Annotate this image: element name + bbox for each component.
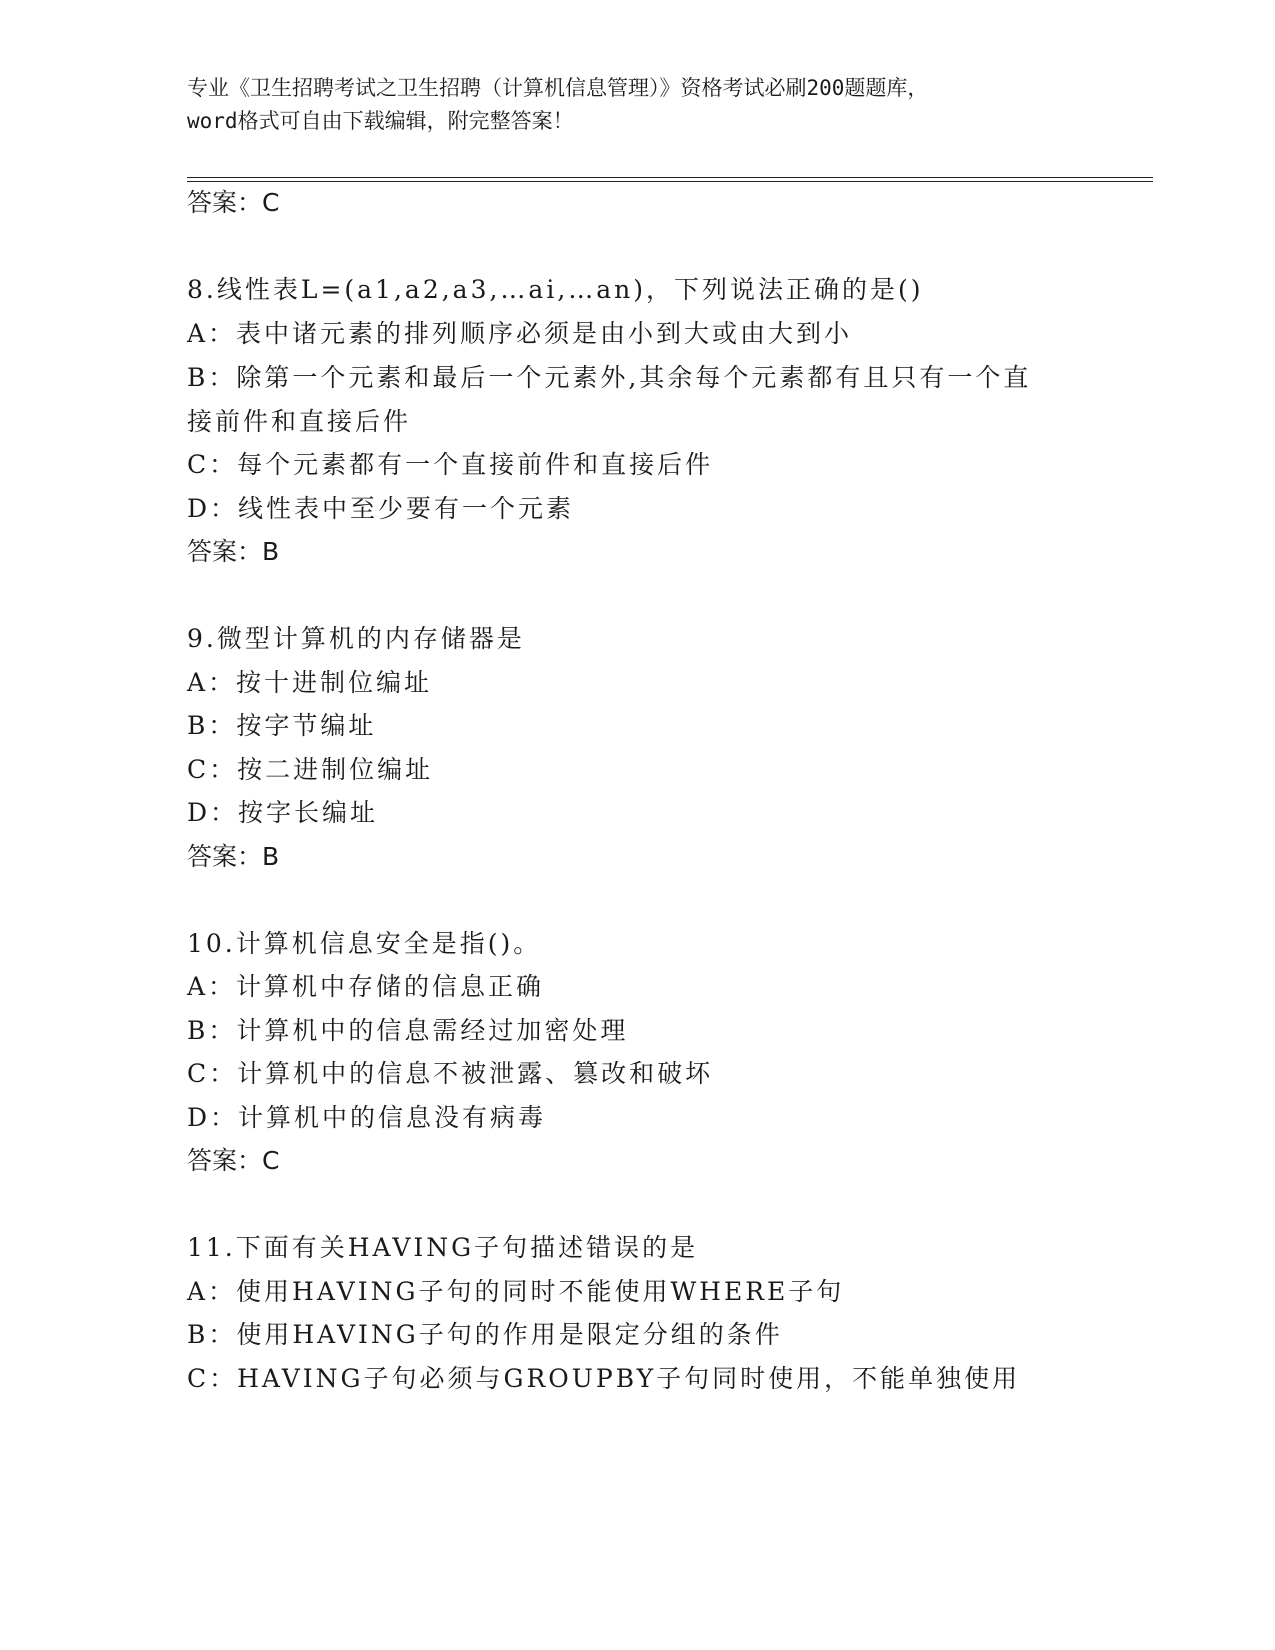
question-9-answer: 答案：B: [187, 842, 280, 871]
question-8-answer: 答案：B: [187, 537, 280, 566]
question-9-option-a: A：按十进制位编址: [187, 668, 433, 697]
question-9-option-c: C：按二进制位编址: [187, 755, 434, 784]
question-8-stem: 8.线性表L=(a1,a2,a3,…ai,…an)，下列说法正确的是(): [187, 275, 924, 304]
question-10-option-c: C：计算机中的信息不被泄露、篡改和破坏: [187, 1059, 714, 1088]
question-8-option-d: D：线性表中至少要有一个元素: [187, 494, 575, 523]
question-8-option-b-continued: 接前件和直接后件: [187, 407, 412, 436]
question-11-stem: 11.下面有关HAVING子句描述错误的是: [187, 1233, 699, 1262]
question-10-option-d: D：计算机中的信息没有病毒: [187, 1103, 547, 1132]
question-9-stem: 9.微型计算机的内存储器是: [187, 624, 525, 653]
question-8-option-b: B：除第一个元素和最后一个元素外,其余每个元素都有且只有一个直: [187, 363, 1032, 392]
question-8-option-a: A：表中诸元素的排列顺序必须是由小到大或由大到小: [187, 319, 853, 348]
question-9-option-d: D：按字长编址: [187, 798, 379, 827]
question-11-option-a: A：使用HAVING子句的同时不能使用WHERE子句: [187, 1277, 845, 1306]
document-header: [187, 72, 1107, 138]
question-10-option-a: A：计算机中存储的信息正确: [187, 972, 545, 1001]
question-11-option-c: C：HAVING子句必须与GROUPBY子句同时使用，不能单独使用: [187, 1364, 1021, 1393]
header-divider-bottom: [187, 181, 1153, 182]
question-10-stem: 10.计算机信息安全是指()。: [187, 929, 542, 958]
header-divider-top: [187, 177, 1153, 178]
question-10-option-b: B：计算机中的信息需经过加密处理: [187, 1016, 629, 1045]
previous-question-answer: 答案：C: [187, 188, 280, 217]
question-11-option-b: B：使用HAVING子句的作用是限定分组的条件: [187, 1320, 783, 1349]
question-10-answer: 答案：C: [187, 1146, 280, 1175]
question-8-option-c: C：每个元素都有一个直接前件和直接后件: [187, 450, 714, 479]
question-9-option-b: B：按字节编址: [187, 711, 377, 740]
header-line-1: 专业《卫生招聘考试之卫生招聘（计算机信息管理）》资格考试必刷200题题库，: [187, 76, 929, 100]
header-line-2: word格式可自由下载编辑，附完整答案！: [187, 109, 574, 133]
